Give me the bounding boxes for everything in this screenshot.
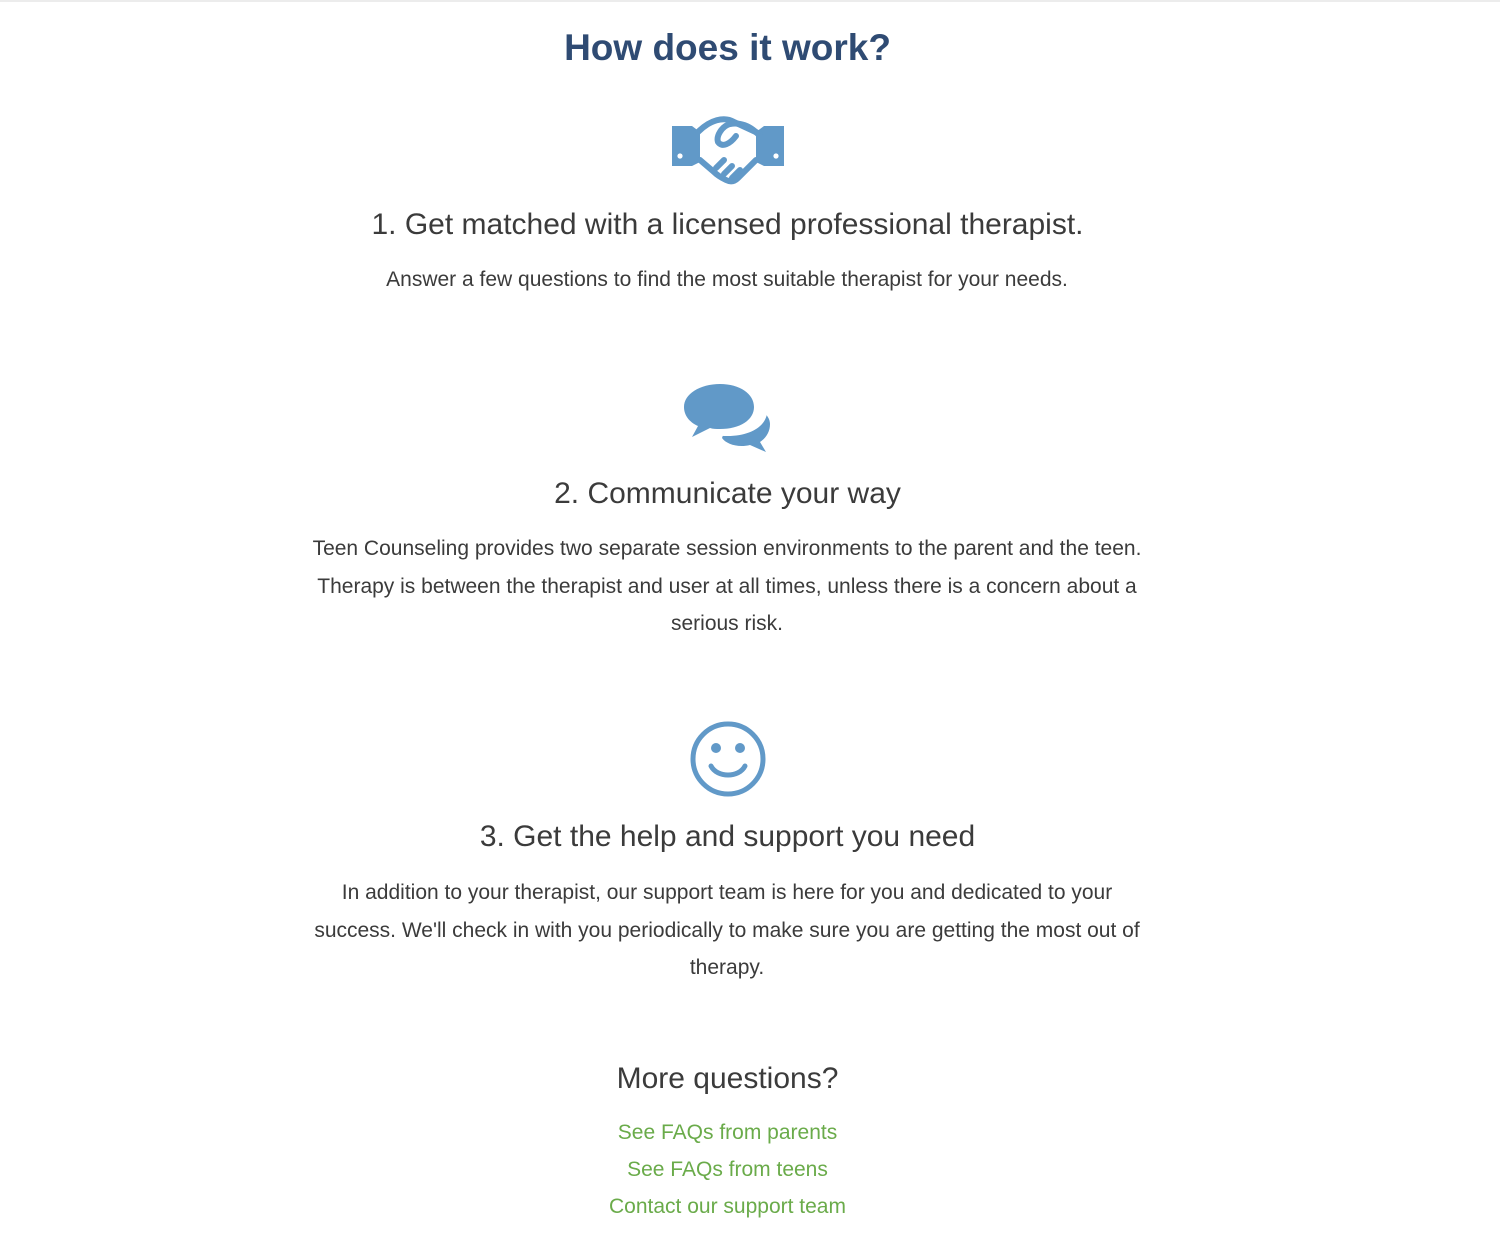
smiley-face-icon <box>689 720 767 798</box>
handshake-icon <box>670 112 786 188</box>
step-2-description: Teen Counseling provides two separate session environments to the parent and the teen. Therapy is between the therapist and user at all times, unless there is a concern about a serious risk. <box>312 537 1142 635</box>
step-2-title: 2. Communicate your way <box>554 477 901 510</box>
step-3-title: 3. Get the help and support you need <box>479 820 976 853</box>
step-1-icon-wrap <box>0 112 1455 188</box>
step-3-icon-wrap <box>0 720 1455 798</box>
faq-teens-link[interactable]: See FAQs from teens <box>627 1158 828 1181</box>
more-questions-title: More questions? <box>616 1062 839 1095</box>
faq-links <box>0 1114 1455 1225</box>
step-2-icon-wrap <box>0 382 1455 454</box>
step-3-description: In addition to your therapist, our support team is here for you and dedicated to your success. We'll check in with you periodically to make sure you are getting the most out of therapy. <box>314 881 1140 979</box>
chat-bubbles-icon <box>682 382 774 454</box>
contact-support-link[interactable]: Contact our support team <box>609 1195 846 1218</box>
faq-parents-link[interactable]: See FAQs from parents <box>617 1121 838 1144</box>
step-1-title: 1. Get matched with a licensed professional therapist. <box>371 208 1084 241</box>
section-title: How does it work? <box>564 27 891 68</box>
step-1-description: Answer a few questions to find the most suitable therapist for your needs. <box>386 268 1068 291</box>
